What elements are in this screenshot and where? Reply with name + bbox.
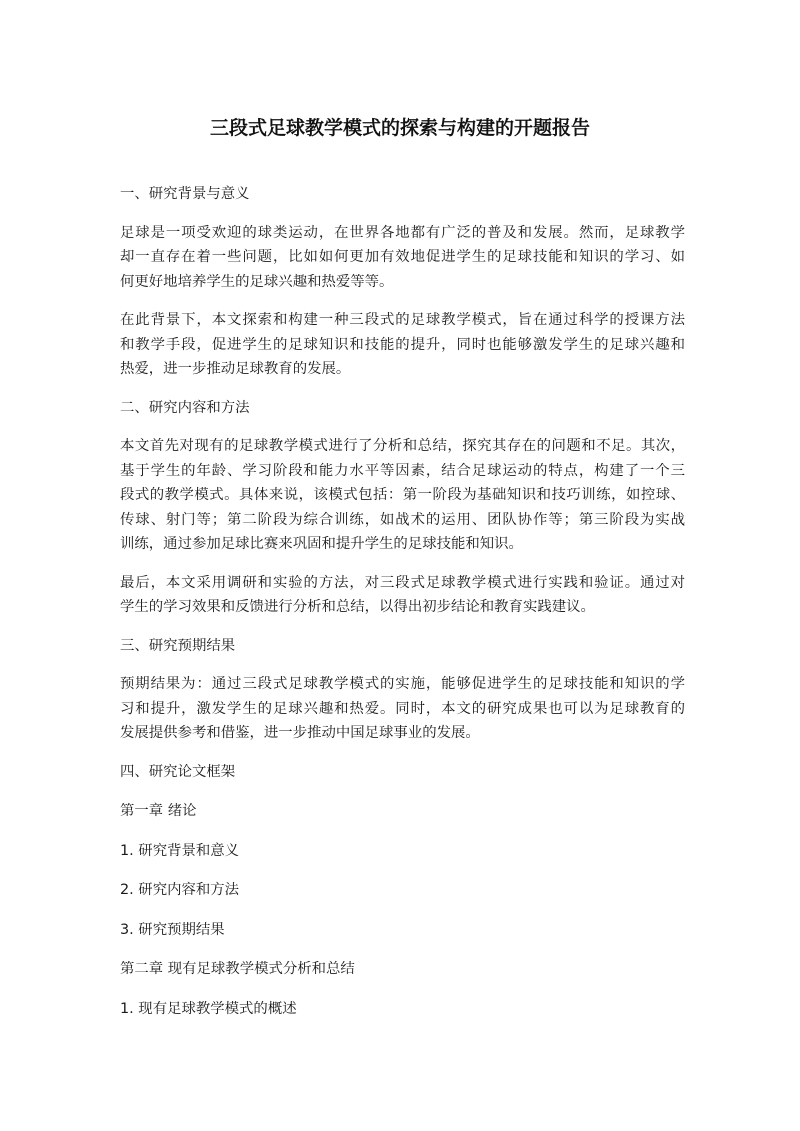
paragraph-line: 最后，本文采用调研和实验的方法，对三段式足球教学模式进行实践和验证。通过对 <box>120 574 685 591</box>
paragraph-background-1 <box>120 221 685 295</box>
outline-item: 1. 研究背景和意义 <box>120 842 240 859</box>
paragraph-line: 学生的学习效果和反馈进行分析和总结，以得出初步结论和教育实践建议。 <box>120 599 595 615</box>
section-heading-background: 一、研究背景与意义 <box>120 186 250 202</box>
paragraph-line: 训练，通过参加足球比赛来巩固和提升学生的足球技能和知识。 <box>120 536 523 552</box>
paragraph-methods-1 <box>120 434 685 557</box>
paragraph-methods-2 <box>120 571 685 620</box>
section-heading-expected-results: 三、研究预期结果 <box>120 637 236 654</box>
paragraph-line: 发展提供参考和借鉴，进一步推动中国足球事业的发展。 <box>120 725 480 741</box>
paragraph-line: 足球是一项受欢迎的球类运动，在世界各地都有广泛的普及和发展。然而，足球教学 <box>120 224 685 241</box>
paragraph-line: 却一直存在着一些问题，比如如何更加有效地促进学生的足球技能和知识的学习、如 <box>120 249 685 265</box>
paragraph-line: 何更好地培养学生的足球兴趣和热爱等等。 <box>120 273 394 290</box>
paragraph-line: 热爱，进一步推动足球教育的发展。 <box>120 361 351 377</box>
document-title: 三段式足球教学模式的探索与构建的开题报告 <box>209 117 590 139</box>
paragraph-line: 和教学手段，促进学生的足球知识和技能的提升，同时也能够激发学生的足球兴趣和 <box>120 336 685 353</box>
paragraph-line: 习和提升，激发学生的足球兴趣和热爱。同时，本文的研究成果也可以为足球教育的 <box>120 700 685 717</box>
paragraph-line: 在此背景下，本文探索和构建一种三段式的足球教学模式，旨在通过科学的授课方法 <box>120 312 685 328</box>
paragraph-line: 段式的教学模式。具体来说，该模式包括：第一阶段为基础知识和技巧训练，如控球、 <box>120 487 685 503</box>
paragraph-line: 预期结果为：通过三段式足球教学模式的实施，能够促进学生的足球技能和知识的学 <box>120 676 685 692</box>
section-heading-methods: 二、研究内容和方法 <box>120 399 250 416</box>
paragraph-line: 传球、射门等；第二阶段为综合训练，如战术的运用、团队协作等；第三阶段为实战 <box>120 511 685 528</box>
outline-item: 1. 现有足球教学模式的概述 <box>120 1000 297 1017</box>
chapter-title: 第二章 现有足球教学模式分析和总结 <box>120 961 355 977</box>
outline-item: 2. 研究内容和方法 <box>120 882 240 898</box>
paragraph-line: 本文首先对现有的足球教学模式进行了分析和总结，探究其存在的问题和不足。其次， <box>120 438 685 454</box>
document-body <box>120 182 685 1036</box>
section-heading-framework: 四、研究论文框架 <box>120 763 236 780</box>
paragraph-line: 基于学生的年龄、学习阶段和能力水平等因素，结合足球运动的特点，构建了一个三 <box>120 462 685 479</box>
paragraph-background-2 <box>120 308 685 382</box>
paragraph-expected-results <box>120 672 685 746</box>
chapter-title: 第一章 绪论 <box>120 803 197 819</box>
outline-item: 3. 研究预期结果 <box>120 921 225 938</box>
